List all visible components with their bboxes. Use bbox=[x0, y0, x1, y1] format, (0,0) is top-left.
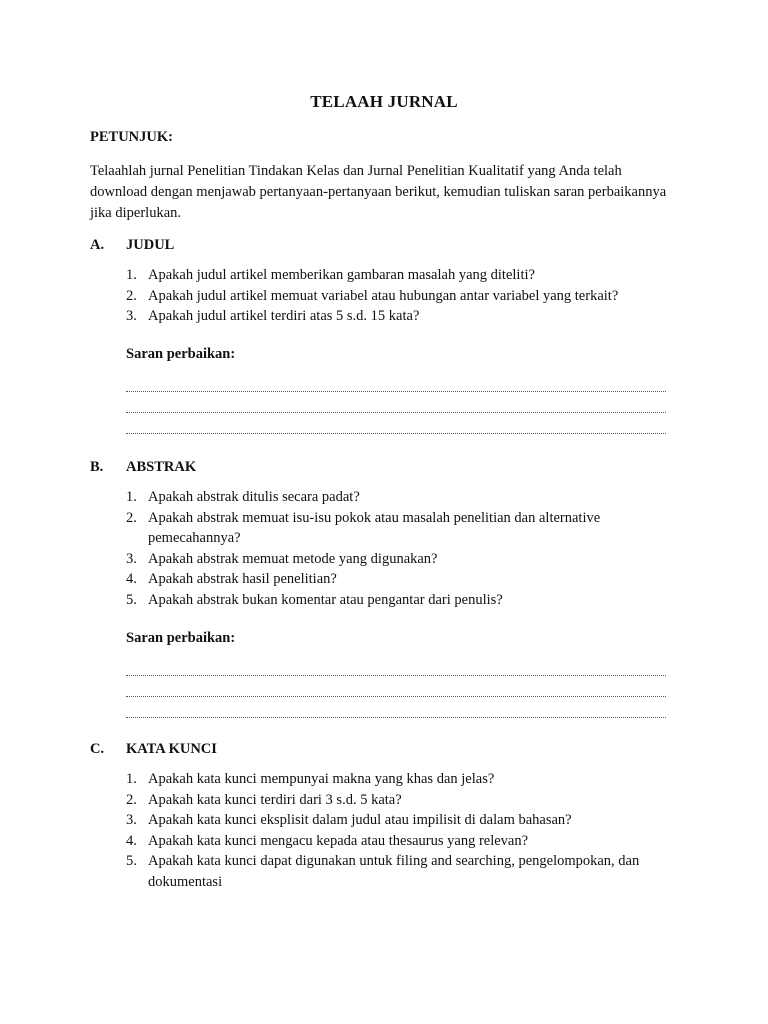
section-judul bbox=[90, 237, 690, 440]
section-heading bbox=[90, 741, 690, 763]
question-item bbox=[126, 549, 690, 570]
question-item bbox=[126, 569, 690, 590]
question-item bbox=[126, 851, 690, 892]
question-text: Apakah judul artikel memberikan gambaran masalah yang diteliti? bbox=[148, 267, 535, 283]
section-title: ABSTRAK bbox=[126, 459, 197, 475]
question-number: 3. bbox=[126, 550, 137, 567]
section-title: JUDUL bbox=[126, 237, 175, 253]
instructions-text: Telaahlah jurnal Penelitian Tindakan Kelas dan Jurnal Penelitian Kualitatif yang Anda telah download dengan menjawab pertanyaan-pertanyaan berikut, kemudian tuliskan saran perbaikannya jika diperlukan. bbox=[90, 163, 667, 221]
question-list bbox=[126, 487, 690, 611]
question-item bbox=[126, 769, 690, 790]
dotted-answer-line[interactable] bbox=[126, 398, 666, 419]
dotted-answer-line[interactable] bbox=[126, 661, 666, 682]
question-number: 4. bbox=[126, 832, 137, 849]
question-item bbox=[126, 790, 690, 811]
page-title: TELAAH JURNAL bbox=[310, 92, 458, 111]
question-number: 1. bbox=[126, 489, 137, 505]
question-item bbox=[126, 590, 690, 611]
section-title: KATA KUNCI bbox=[126, 741, 217, 757]
dotted-answer-line[interactable] bbox=[126, 419, 666, 440]
question-item bbox=[126, 487, 690, 508]
question-list bbox=[126, 265, 690, 327]
question-number: 5. bbox=[126, 591, 137, 608]
answer-lines bbox=[126, 661, 666, 724]
question-number: 5. bbox=[126, 853, 137, 870]
question-item bbox=[126, 286, 690, 307]
question-number: 1. bbox=[126, 267, 137, 283]
answer-lines bbox=[126, 377, 666, 440]
section-heading bbox=[90, 459, 690, 481]
question-number: 2. bbox=[126, 509, 137, 526]
question-text: Apakah abstrak bukan komentar atau pengantar dari penulis? bbox=[148, 591, 503, 608]
section-abstrak bbox=[90, 459, 690, 724]
dotted-answer-line[interactable] bbox=[126, 682, 666, 703]
instructions-label: PETUNJUK: bbox=[90, 129, 173, 145]
section-letter: C. bbox=[90, 741, 105, 757]
dotted-answer-line[interactable] bbox=[126, 377, 666, 398]
question-list bbox=[126, 769, 690, 893]
question-text: Apakah abstrak memuat isu-isu pokok atau masalah penelitian dan alternative pemecahannya? bbox=[148, 509, 601, 547]
question-number: 4. bbox=[126, 571, 137, 588]
question-text: Apakah judul artikel memuat variabel atau hubungan antar variabel yang terkait? bbox=[148, 287, 619, 304]
question-number: 3. bbox=[126, 812, 137, 829]
section-kata-kunci bbox=[90, 741, 690, 893]
question-item bbox=[126, 265, 690, 286]
question-text: Apakah kata kunci eksplisit dalam judul atau impilisit di dalam bahasan? bbox=[148, 812, 572, 829]
question-text: Apakah kata kunci mengacu kepada atau thesaurus yang relevan? bbox=[148, 832, 529, 849]
question-item bbox=[126, 810, 690, 831]
section-heading bbox=[90, 237, 690, 259]
question-number: 2. bbox=[126, 791, 137, 808]
question-text: Apakah judul artikel terdiri atas 5 s.d. 15 kata? bbox=[148, 308, 420, 325]
dotted-answer-line[interactable] bbox=[126, 703, 666, 724]
question-number: 3. bbox=[126, 308, 137, 325]
section-letter: B. bbox=[90, 459, 104, 475]
section-letter: A. bbox=[90, 237, 105, 253]
question-text: Apakah kata kunci terdiri dari 3 s.d. 5 kata? bbox=[148, 791, 402, 808]
saran-label: Saran perbaikan: bbox=[126, 629, 236, 646]
question-item bbox=[126, 831, 690, 852]
question-number: 2. bbox=[126, 287, 137, 304]
question-text: Apakah kata kunci dapat digunakan untuk filing and searching, pengelompokan, dan dokumentasi bbox=[148, 853, 640, 890]
question-text: Apakah abstrak memuat metode yang digunakan? bbox=[148, 550, 438, 567]
question-item bbox=[126, 508, 690, 549]
question-text: Apakah abstrak hasil penelitian? bbox=[148, 571, 337, 588]
saran-label: Saran perbaikan: bbox=[126, 345, 236, 362]
question-text: Apakah abstrak ditulis secara padat? bbox=[148, 489, 360, 505]
question-number: 1. bbox=[126, 771, 137, 787]
question-text: Apakah kata kunci mempunyai makna yang khas dan jelas? bbox=[148, 771, 495, 787]
question-item bbox=[126, 306, 690, 327]
